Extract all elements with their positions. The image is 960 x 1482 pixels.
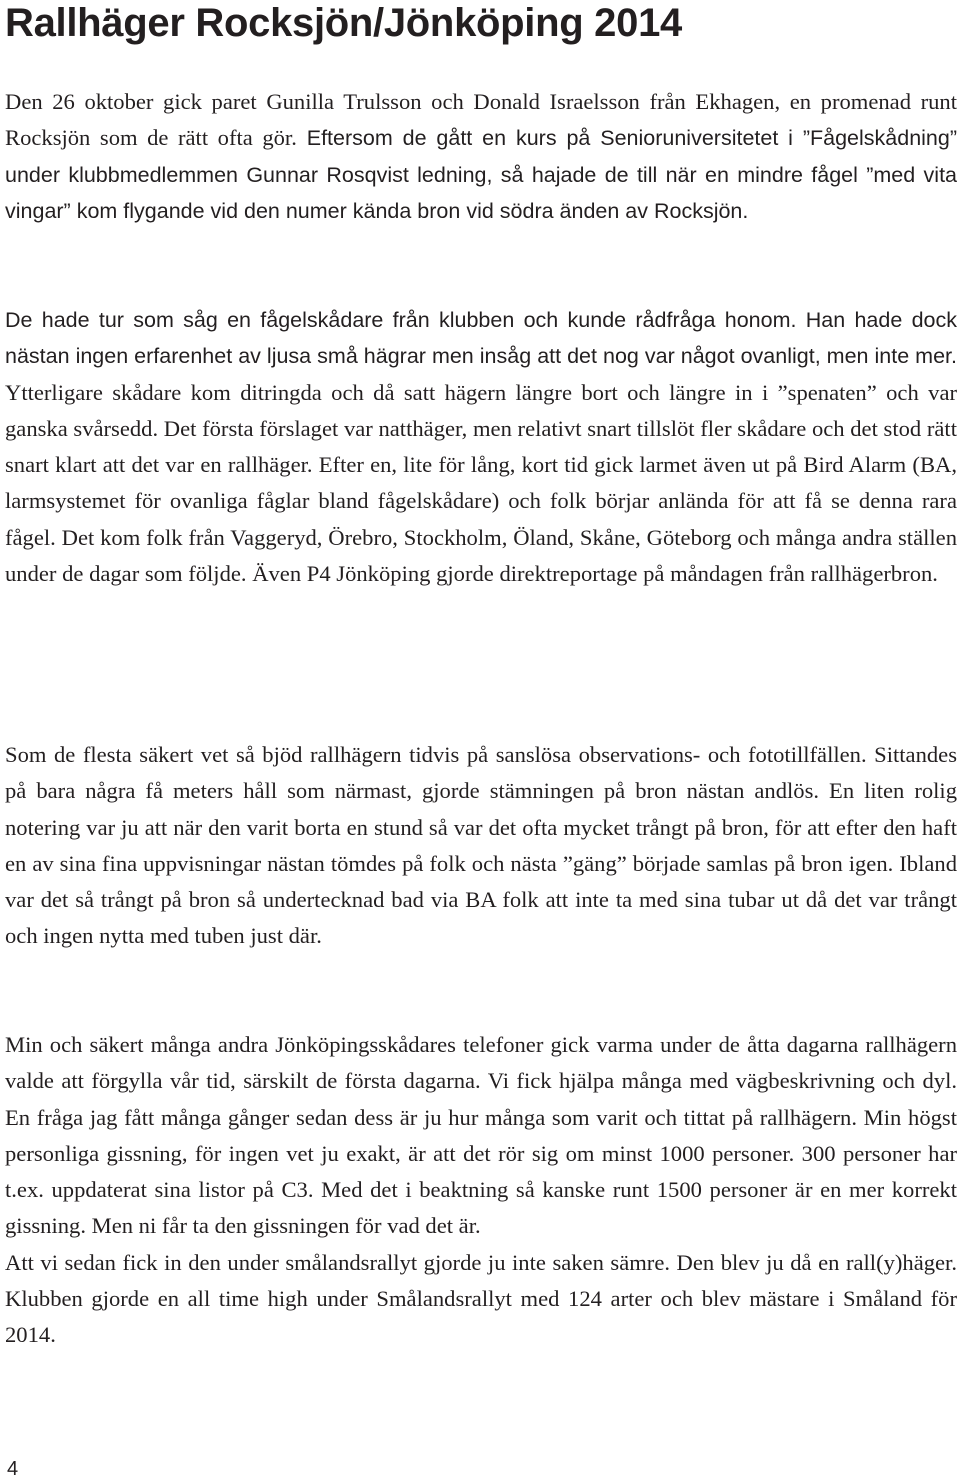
paragraph-2 (5, 302, 957, 592)
paragraph-4: Min och säkert många andra Jönköpingsskådares telefoner gick varma under de åtta dagarna rallhägern valde att förgylla vår tid, särskilt de första dagarna. Vi fick hjälpa många med vägbeskrivning och dyl. En fråga jag fått många gånger sedan dess är ju hur många som varit och tittat på rallhägern. Min högst personliga gissning, för ingen vet ju exakt, är att det rör sig om minst 1000 personer. 300 personer har t.ex. uppdaterat sina listor på C3. Med det i beaktning så kanske runt 1500 personer är en mer korrekt gissning. Men ni får ta den gissningen för vad det är. (5, 1032, 957, 1239)
paragraph-block-4 (5, 1027, 957, 1354)
page-number: 4 (7, 1458, 19, 1480)
paragraph-5: Att vi sedan fick in den under smålandsrallyt gjorde ju inte saken sämre. Den blev ju då en rall(y)häger. Klubben gjorde en all time high under Smålandsrallyt med 124 arter och blev mästare i Småland för 2014. (5, 1249, 957, 1348)
paragraph-2-rest: Ytterligare skådare kom ditringda och då satt hägern längre bort och längre in i ”spenaten” och var ganska svårsedd. Det första förslaget var natthäger, men relativt snart tillslöt fler skådare och det stod rätt snart klart att det var en rallhäger. Efter en, lite för lång, kort tid gick larmet även ut på Bird Alarm (BA, larmsystemet för ovanliga fåglar bland fågelskådare) och folk börjar anlända för att få se denna rara fågel. Det kom folk från Vaggeryd, Örebro, Stockholm, Öland, Skåne, Göteborg och många andra ställen under de dagar som följde. Även P4 Jönköping gjorde direktreportage på måndagen från rallhägerbron. (5, 379, 957, 587)
paragraph-3: Som de flesta säkert vet så bjöd rallhägern tidvis på sanslösa observations- och fototillfällen. Sittandes på bara några få meters håll som närmast, gjorde stämningen på bron nästan andlös. En liten rolig notering var ju att när den varit borta en stund så var det ofta mycket trångt på bron, för att efter den haft en av sina fina uppvisningar nästan tömdes på folk och nästa ”gäng” började samlas på bron igen. Ibland var det så trångt på bron så undertecknad bad via BA folk att inte ta med sina tubar ut då det var trångt och ingen nytta med tuben just där. (5, 742, 957, 949)
paragraph-1 (5, 84, 957, 229)
paragraph-1-lead: Den 26 oktober gick paret Gunilla Trulsson och Donald Israelsson från Ekhagen, en promenad runt Rocksjön som de rätt ofta gör. (5, 89, 957, 151)
article-title: Rallhäger Rocksjön/Jönköping 2014 (5, 1, 682, 45)
paragraph-1-rest: Eftersom de gått en kurs på Senioruniversitetet i ”Fågelskådning” under klubbmedlemmen Gunnar Rosqvist ledning, så hajade de till när en mindre fågel ”med vita vingar” kom flygande vid den numer kända bron vid södra änden av Rocksjön. (5, 126, 957, 223)
paragraph-2-lead: De hade tur som såg en fågelskådare från klubben och kunde rådfråga honom. Han hade dock nästan ingen erfarenhet av ljusa små hägrar men insåg att det nog var något ovanligt, men inte mer. (5, 308, 957, 369)
